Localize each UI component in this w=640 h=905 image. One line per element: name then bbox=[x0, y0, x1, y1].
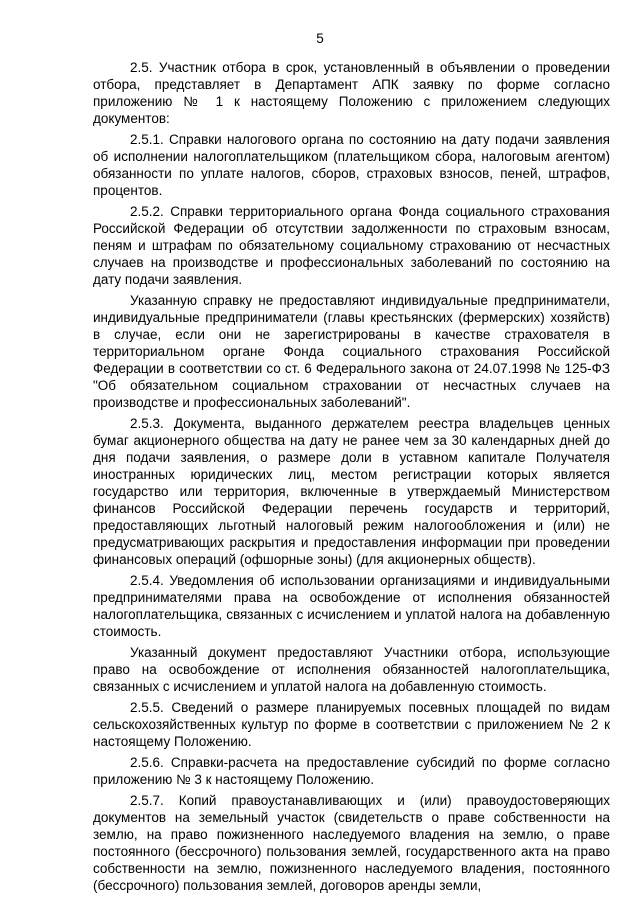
paragraph-2-5-7: 2.5.7. Копий правоустанавливающих и (или) правоудостоверяющих документов на земельный участок (свидетельств о праве собственности на землю, на право пожизненного наследуемого владения на землю, о праве постоянного (бессрочного) пользования землей, государственного акта на право собственности на землю, пожизненного наследуемого владения, постоянного (бессрочного) пользования землей, договоров аренды земли, bbox=[93, 793, 610, 893]
paragraph-2-5-6: 2.5.6. Справки-расчета на предоставление субсидий по форме согласно приложению № 3 к настоящему Положению. bbox=[93, 755, 610, 787]
paragraph-2-5-1: 2.5.1. Справки налогового органа по состоянию на дату подачи заявления об исполнении налогоплательщиком (плательщиком сбора, налоговым агентом) обязанности по уплате налогов, сборов, страховых взносов, пеней, штрафов, процентов. bbox=[93, 132, 610, 198]
paragraph-2-5-4-note: Указанный документ предоставляют Участники отбора, использующие право на освобождение от исполнения обязанностей налогоплательщика, связанных с исчислением и уплатой налога на добавленную стоимость. bbox=[93, 645, 610, 694]
document-body bbox=[93, 59, 610, 894]
paragraph-2-5: 2.5. Участник отбора в срок, установленный в объявлении о проведении отбора, представляет в Департамент АПК заявку по форме согласно приложению № 1 к настоящему Положению с приложением следующих документов: bbox=[93, 60, 610, 126]
paragraph-2-5-2: 2.5.2. Справки территориального органа Фонда социального страхования Российской Федерации об отсутствии задолженности по страховым взносам, пеням и штрафам по обязательному социальному страхованию от несчастных случаев на производстве и профессиональных заболеваний по состоянию на дату подачи заявления. bbox=[93, 204, 610, 287]
page-number: 5 bbox=[316, 31, 324, 46]
paragraph-2-5-5: 2.5.5. Сведений о размере планируемых посевных площадей по видам сельскохозяйственных культур по форме в соответствии с приложением № 2 к настоящему Положению. bbox=[93, 700, 610, 749]
paragraph-2-5-4: 2.5.4. Уведомления об использовании организациями и индивидуальными предпринимателями права на освобождение от исполнения обязанностей налогоплательщика, связанных с исчислением и уплатой налога на добавленную стоимость. bbox=[93, 573, 610, 639]
paragraph-2-5-2-note: Указанную справку не предоставляют индивидуальные предприниматели, индивидуальные предприниматели (главы крестьянских (фермерских) хозяйств) в случае, если они не зарегистрированы в качестве страхователя в территориальном органе Фонда социального страхования Российской Федерации в соответствии со ст. 6 Федерального закона от 24.07.1998 № 125-ФЗ "Об обязательном социальном страховании от несчастных случаев на производстве и профессиональных заболеваний". bbox=[93, 293, 610, 410]
paragraph-2-5-3: 2.5.3. Документа, выданного держателем реестра владельцев ценных бумаг акционерного общества на дату не ранее чем за 30 календарных дней до дня подачи заявления, о размере доли в уставном капитале Получателя иностранных юридических лиц, местом регистрации которых является государство или территория, включенные в утверждаемый Министерством финансов Российской Федерации перечень государств и территорий, предоставляющих льготный налоговый режим налогообложения и (или) не предусматривающих раскрытия и предоставления информации при проведении финансовых операций (офшорные зоны) (для акционерных обществ). bbox=[93, 416, 610, 567]
